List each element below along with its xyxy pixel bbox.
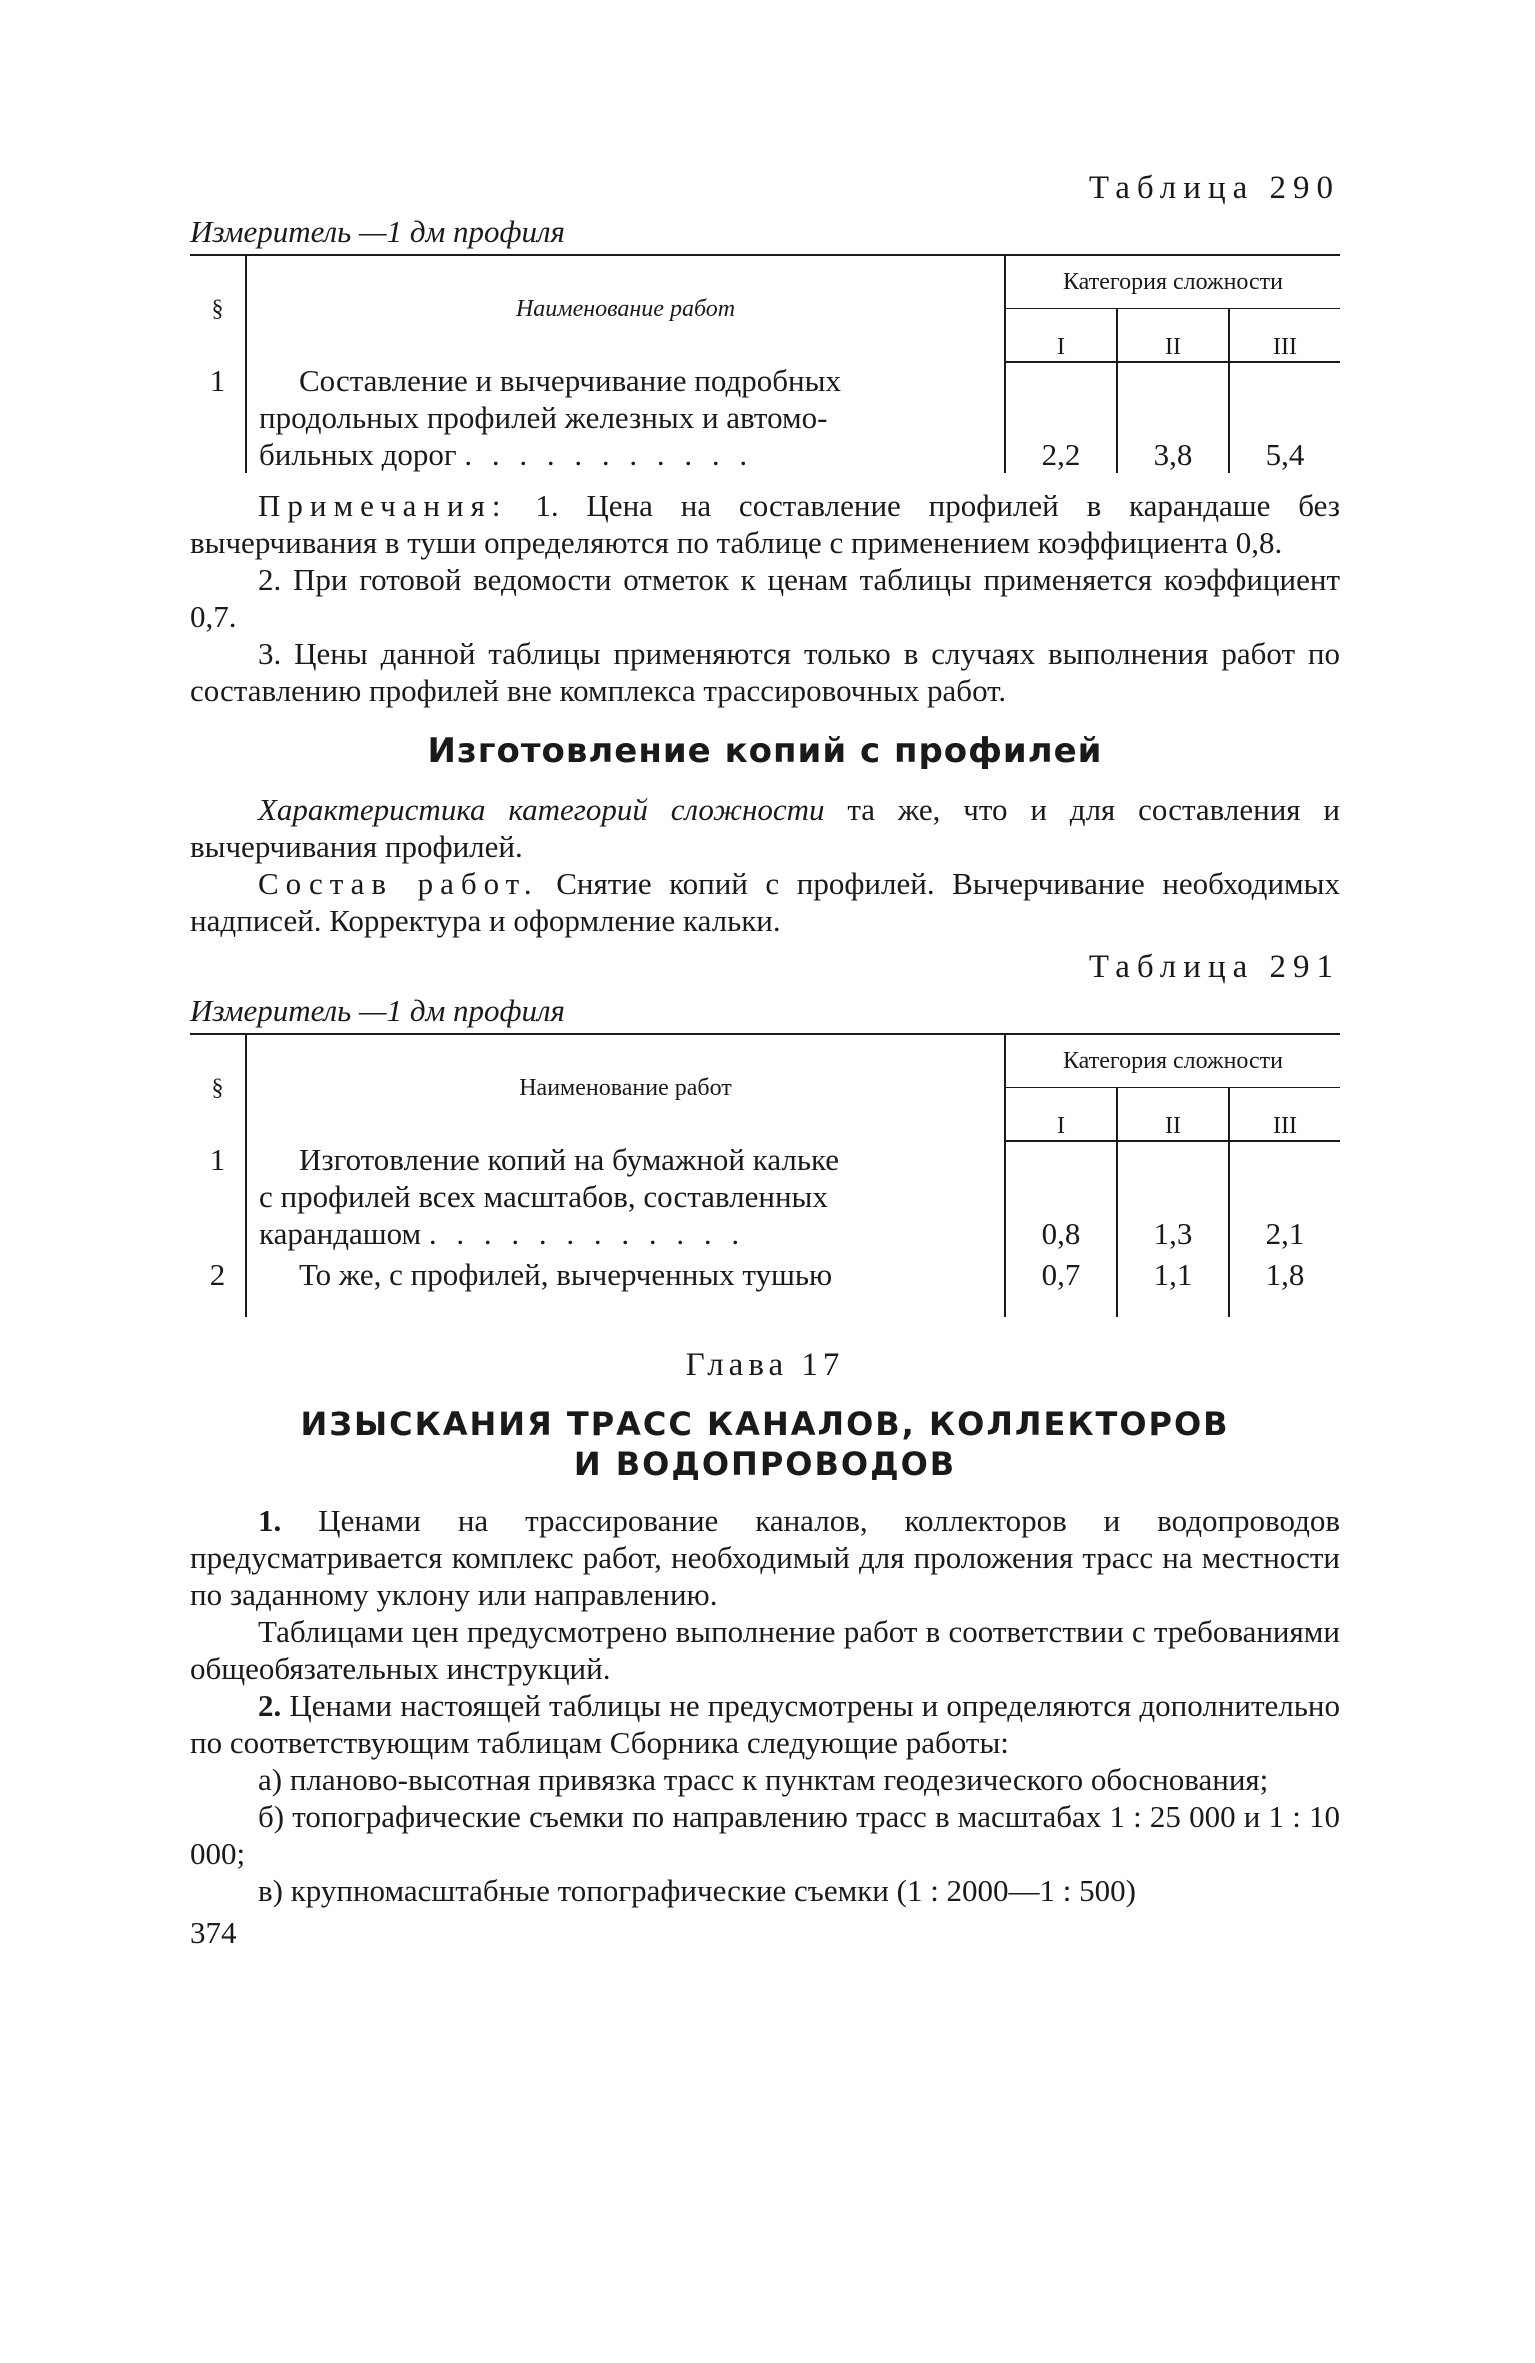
chapter-title-line: И ВОДОПРОВОДОВ [573, 1445, 957, 1483]
row-name-line: Составление и вычерчивание подробных [299, 363, 841, 398]
table-measure: Измеритель —1 дм профиля [190, 214, 565, 249]
row-name-line: Изготовление копий на бумажной кальке [299, 1142, 840, 1177]
table-290-caption [190, 170, 1340, 250]
header-cat-1: I [1005, 1088, 1117, 1142]
table-row [190, 1252, 1340, 1317]
value-cat-2: 1,3 [1117, 1141, 1229, 1252]
composition-label: Состав работ. [258, 866, 539, 901]
composition-text: Снятие копий с профилей. Вычерчивание необходимых надписей. Корректура и оформление кальки. [190, 866, 1340, 938]
note-item: 3. Цены данной таблицы применяются только в случаях выполнения работ по составлению профилей вне комплекса трассировочных работ. [190, 636, 1340, 708]
leader-dots: . . . . . . . . . . . . [428, 1216, 746, 1251]
notes-label: Примечания: [258, 488, 508, 523]
row-name-line: с профилей всех масштабов, составленных [259, 1179, 828, 1214]
table-row [190, 1141, 1340, 1252]
table-291-caption [190, 949, 1340, 1029]
paragraph-number: 2. [258, 1688, 282, 1723]
row-name-line: карандашом [259, 1216, 422, 1251]
document-page [190, 170, 1340, 1951]
section-text [190, 791, 1340, 939]
page-number: 374 [190, 1915, 237, 1950]
table-290 [190, 254, 1340, 473]
header-cat-2: II [1117, 1088, 1229, 1142]
chapter-title-line: ИЗЫСКАНИЯ ТРАСС КАНАЛОВ, КОЛЛЕКТОРОВ [300, 1405, 1230, 1443]
header-name: Наименование работ [246, 255, 1005, 362]
characteristic-label: Характеристика категорий сложности [258, 792, 825, 827]
table-measure: Измеритель —1 дм профиля [190, 993, 565, 1028]
header-category: Категория сложности [1005, 1034, 1340, 1088]
chapter-title [190, 1404, 1340, 1484]
chapter-label: Глава 17 [685, 1347, 845, 1383]
row-name-line: продольных профилей железных и автомо- [259, 400, 828, 435]
table-label: Таблица 291 [1088, 949, 1340, 985]
paragraph-number: 1. [258, 1503, 282, 1538]
header-cat-2: II [1117, 309, 1229, 363]
table-291 [190, 1033, 1340, 1317]
header-paragraph: § [190, 255, 246, 362]
list-item: а) планово-высотная привязка трасс к пунктам геодезического обоснования; [258, 1762, 1269, 1797]
note-item: 2. При готовой ведомости отметок к ценам таблицы применяется коэффициент 0,7. [190, 562, 1340, 634]
value-cat-3: 2,1 [1265, 1216, 1305, 1251]
paragraph-text: Ценами на трассирование каналов, коллекторов и водопроводов предусматривается комплекс работ, необходимый для проложения трасс на местности по заданному уклону или направлению. [190, 1503, 1340, 1612]
value-cat-1: 2,2 [1005, 362, 1117, 473]
row-name [246, 1252, 1005, 1317]
header-category: Категория сложности [1005, 255, 1340, 309]
row-name [246, 1141, 1005, 1252]
notes [190, 487, 1340, 709]
paragraph-text: Таблицами цен предусмотрено выполнение работ в соответствии с требованиями общеобязательных инструкций. [190, 1614, 1340, 1686]
header-paragraph: § [190, 1034, 246, 1141]
row-name-line: То же, с профилей, вычерченных тушью [299, 1257, 833, 1292]
value-cat-2: 3,8 [1117, 362, 1229, 473]
row-name [246, 362, 1005, 473]
header-cat-3: III [1229, 309, 1340, 363]
paragraph-text: Ценами настоящей таблицы не предусмотрены и определяются дополнительно по соответствующим таблицам Сборника следующие работы: [190, 1688, 1340, 1760]
row-name-line: бильных дорог [259, 437, 457, 472]
characteristic-text: та же, что и для составления и вычерчивания профилей. [190, 792, 1340, 864]
list-item: в) крупномасштабные топографические съемки (1 : 2000—1 : 500) [258, 1873, 1136, 1908]
row-number: 1 [190, 362, 246, 473]
leader-dots: . . . . . . . . . . . [464, 437, 754, 472]
value-cat-1: 0,8 [1005, 1141, 1117, 1252]
header-name: Наименование работ [246, 1034, 1005, 1141]
table-row [190, 362, 1340, 473]
value-cat-3: 5,4 [1265, 437, 1305, 472]
row-number: 1 [190, 1141, 246, 1252]
note-item: 1. Цена на составление профилей в карандаше без вычерчивания в туши определяются по таблице с применением коэффициента 0,8. [190, 488, 1340, 560]
row-number: 2 [190, 1252, 246, 1317]
chapter-body [190, 1502, 1340, 1909]
value-cat-1: 0,7 [1005, 1252, 1117, 1317]
value-cat-3: 1,8 [1265, 1257, 1305, 1292]
section-title: Изготовление копий с профилей [427, 731, 1103, 771]
header-cat-1: I [1005, 309, 1117, 363]
list-item: б) топографические съемки по направлению трасс в масштабах 1 : 25 000 и 1 : 10 000; [190, 1799, 1340, 1871]
header-cat-3: III [1229, 1088, 1340, 1142]
value-cat-2: 1,1 [1117, 1252, 1229, 1317]
table-label: Таблица 290 [1088, 170, 1340, 206]
